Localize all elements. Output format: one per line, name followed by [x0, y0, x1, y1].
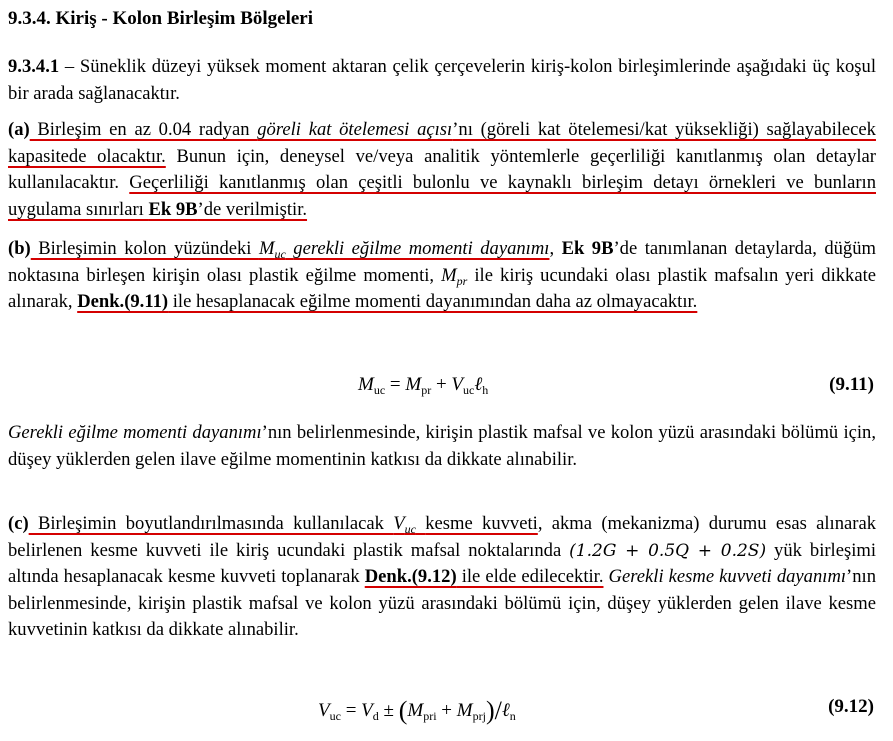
underlined-text [77, 291, 697, 312]
equation-9-11 [8, 374, 876, 404]
text-run: ’de verilmiştir. [197, 198, 308, 220]
text-run: ile kiriş ucundaki olası plastik mafsalın yeri dikkate alınarak, [8, 264, 877, 313]
clause-number: 9.3.4.1 [8, 56, 60, 77]
paragraph-c [8, 511, 876, 644]
italic-term: Gerekli eğilme momenti dayanımı [8, 422, 262, 443]
annex-reference: Ek 9B [148, 198, 198, 220]
italic-term: göreli kat ötelemesi açısı [257, 119, 453, 140]
equation-number: (9.11) [829, 374, 874, 395]
text-run: ’nı (göreli kat ötelemesi/kat yüksekliği) sağlayabilecek kapasitede olacaktır. [8, 119, 876, 167]
text-run: ile elde edilecektir. [456, 566, 604, 588]
paragraph-a [8, 117, 876, 223]
paragraph-note-911 [8, 420, 876, 473]
text-run: yük birleşimi altında hesaplanacak kesme kuvveti toplanarak [8, 539, 877, 588]
equation-reference: Denk.(9.11) [77, 291, 169, 313]
item-marker-a: (a) [8, 119, 30, 140]
paragraph-b [8, 236, 876, 316]
underlined-text [31, 238, 550, 259]
text-run: Birleşimin kolon yüzündeki [30, 238, 259, 259]
underlined-text [8, 172, 876, 220]
text-run: kesme kuvveti [425, 513, 538, 534]
text-run: ’nın belirlenmesinde, kirişin plastik mafsal ve kolon yüzü arasındaki bölümü için, düşey yüklerden gelen ilave kesme kuvvetinin katkısı da dikkate alınabilir. [8, 566, 876, 641]
equation-number: (9.12) [828, 696, 874, 717]
load-combination: (1.2G + 0.5Q + 0.2S) [569, 540, 767, 561]
annex-reference: Ek 9B [561, 238, 614, 259]
item-marker-c: (c) [8, 513, 29, 534]
text-run: ile hesaplanacak eğilme momenti dayanımından daha az olmayacaktır. [168, 291, 698, 313]
symbol-mpr: $M_{pr}$ [441, 264, 468, 288]
text-run: ’de tanımlanan detaylarda, düğüm noktasına birleşen kirişin olası plastik eğilme momenti, [8, 238, 876, 286]
text-run: Birleşim en az 0.04 radyan [29, 119, 258, 140]
underlined-text [365, 566, 604, 587]
symbol-vuc: $V_{uc}$ [393, 513, 416, 536]
text-run: ’nın belirlenmesinde, kirişin plastik mafsal ve kolon yüzü arasındaki bölümü için, düşey yüklerden gelen ilave eğilme momentinin katkısı da dikkate alınabilir. [8, 422, 876, 470]
text-run: Geçerliliği kanıtlanmış olan çeşitli bulonlu ve kaynaklı birleşim detayı örnekleri ve bunların uygulama sınırları [8, 172, 876, 220]
formula: $M_{uc} = M_{pr}$ + $V_{uc}\ell_h$ [358, 374, 489, 397]
text-run: , akma (mekanizma) durumu esas alınarak belirlenen kesme kuvveti ile kiriş ucundaki plastik mafsal noktalarında [8, 513, 877, 561]
item-marker-b: (b) [8, 238, 31, 259]
text-run: Birleşimin boyutlandırılmasında kullanılacak [28, 513, 394, 534]
text-run: Bunun için, deneysel ve/veya analitik yöntemlerle geçerliliği kanıtlanmış olan detaylar kullanılacaktır. [8, 145, 876, 194]
italic-term: Gerekli kesme kuvveti dayanımı [603, 566, 847, 588]
symbol-muc: $M_{uc}$ [258, 238, 286, 261]
formula: $V_{uc} = V_d \pm (M_{pri}$ + $M_{prj})/\ell_n$ [318, 696, 516, 725]
italic-term: gerekli eğilme momenti dayanımı [293, 238, 550, 259]
equation-reference: Denk.(9.12) [364, 566, 457, 588]
underlined-text [29, 513, 538, 534]
section-heading: 9.3.4. Kiriş - Kolon Birleşim Bölgeleri [8, 8, 314, 29]
intro-text: – Süneklik düzeyi yüksek moment aktaran çelik çerçevelerin kiriş-kolon birleşimlerinde aşağıdaki üç koşul bir arada sağlanacaktır. [8, 56, 876, 104]
text-run: , [549, 238, 562, 259]
equation-9-12 [8, 696, 876, 726]
paragraph-intro [8, 54, 876, 107]
